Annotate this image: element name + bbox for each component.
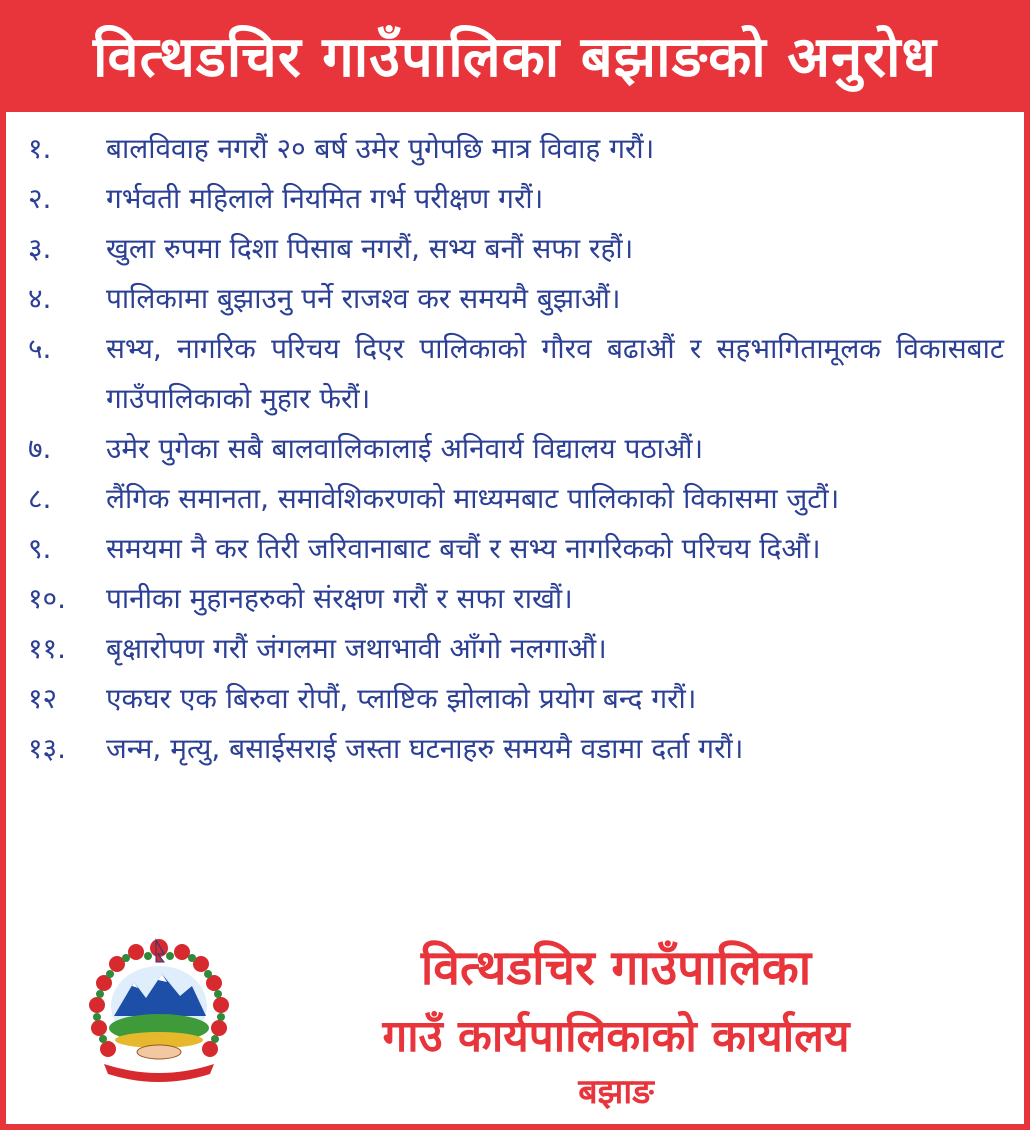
list-item-text: बालविवाह नगरौं २० बर्ष उमेर पुगेपछि मात्र विवाह गरौं। [106, 132, 655, 165]
list-item [6, 274, 1024, 324]
request-list [6, 124, 1024, 774]
office-signature [6, 922, 1024, 1122]
notice-panel [6, 112, 1024, 1124]
list-item [6, 674, 1024, 724]
list-item-text: पालिकामा बुझाउनु पर्ने राजश्व कर समयमै बुझाऔं। [106, 282, 621, 315]
list-item-text: सभ्य, नागरिक परिचय दिएर पालिकाको गौरव बढाऔं र सहभागितामूलक विकासबाट गाउँपालिकाको मुहार फेरौं। [106, 332, 1004, 415]
list-item-number: ७. [28, 432, 52, 465]
list-item [6, 474, 1024, 524]
list-item-text: गर्भवती महिलाले नियमित गर्भ परीक्षण गरौं। [106, 182, 544, 215]
list-item [6, 424, 1024, 474]
list-item-number: ९. [28, 532, 52, 565]
list-item-text: जन्म, मृत्यु, बसाईसराई जस्ता घटनाहरु समयमै वडामा दर्ता गरौं। [106, 732, 744, 765]
list-item [6, 224, 1024, 274]
list-item-number: २. [28, 182, 52, 215]
list-item-number: ११. [28, 632, 67, 665]
title-banner [0, 0, 1030, 110]
list-item [6, 174, 1024, 224]
list-item [6, 624, 1024, 674]
list-item-number: १२ [28, 682, 58, 715]
list-item-text: समयमा नै कर तिरी जरिवानाबाट बचौं र सभ्य नागरिकको परिचय दिऔं। [106, 532, 821, 565]
list-item [6, 324, 1024, 424]
list-item-text: उमेर पुगेका सबै बालवालिकालाई अनिवार्य विद्यालय पठाऔं। [106, 432, 704, 465]
list-item-text: लैंगिक समानता, समावेशिकरणको माध्यमबाट पालिकाको विकासमा जुटौं। [106, 482, 840, 515]
office-location: बझाङ [578, 1072, 654, 1112]
list-item [6, 124, 1024, 174]
office-subtitle: गाउँ कार्यपालिकाको कार्यालय [382, 1011, 850, 1062]
list-item-number: १०. [28, 582, 67, 615]
list-item-text: एकघर एक बिरुवा रोपौं, प्लाष्टिक झोलाको प्रयोग बन्द गरौं। [106, 682, 697, 715]
list-item-number: ४. [28, 282, 52, 315]
list-item-number: ८. [28, 482, 52, 515]
list-item [6, 524, 1024, 574]
list-item-number: १३. [28, 732, 67, 765]
list-item [6, 574, 1024, 624]
list-item-number: ३. [28, 232, 52, 265]
page-title: वित्थडचिर गाउँपालिका बझाङको अनुरोध [93, 25, 937, 90]
list-item-text: पानीका मुहानहरुको संरक्षण गरौं र सफा राखौं। [106, 582, 573, 615]
list-item-text: खुला रुपमा दिशा पिसाब नगरौं, सभ्य बनौं सफा रहौं। [106, 232, 634, 265]
nepal-emblem-icon [84, 936, 234, 1086]
office-name: वित्थडचिर गाउँपालिका [420, 940, 812, 996]
list-item-number: १. [28, 132, 52, 165]
list-item [6, 724, 1024, 774]
list-item-text: बृक्षारोपण गरौं जंगलमा जथाभावी आँगो नलगाऔं। [106, 632, 607, 665]
list-item-number: ५. [28, 332, 52, 365]
